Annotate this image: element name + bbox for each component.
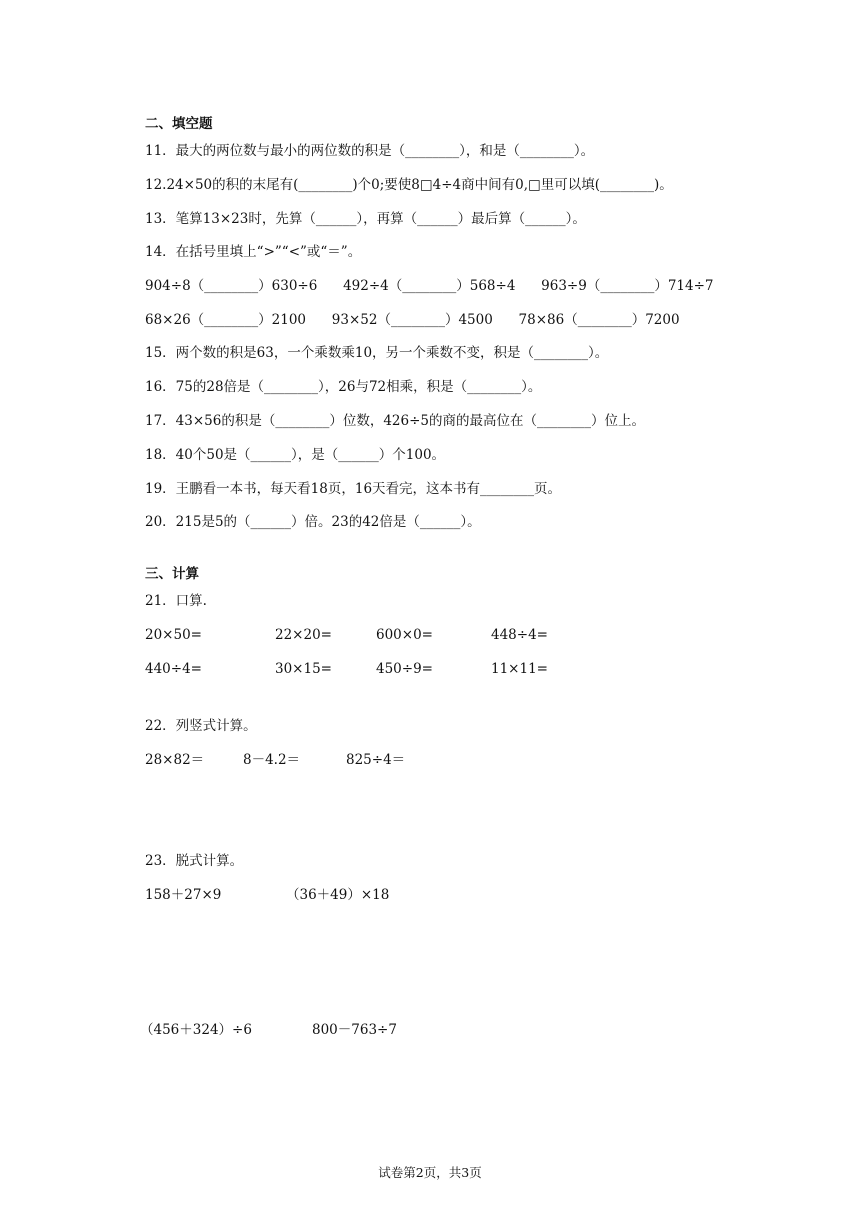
- question-18: 18．40个50是（______），是（______）个100。: [145, 447, 446, 463]
- oral-calc-item: 30×15=: [275, 661, 332, 677]
- vertical-calc-item: 28×82＝: [145, 752, 205, 768]
- step-calc-item: （456＋324）÷6: [140, 1022, 252, 1038]
- section-heading-calculation: 三、计算: [145, 566, 199, 582]
- question-21: 21．口算.: [145, 593, 207, 609]
- question-13: 13．笔算13×23时，先算（______），再算（______）最后算（______）。: [145, 211, 586, 227]
- vertical-calc-item: 8－4.2＝: [243, 752, 301, 768]
- question-20: 20．215是5的（______）倍。23的42倍是（______）。: [145, 514, 481, 530]
- oral-calc-item: 600×0=: [376, 627, 433, 643]
- question-14-row-2: 68×26（________）2100 93×52（________）4500 78×86（________）7200: [145, 312, 680, 328]
- step-calc-item: （36＋49）×18: [286, 887, 390, 903]
- oral-calc-item: 450÷9=: [376, 661, 433, 677]
- question-16: 16．75的28倍是（________），26与72相乘，积是（________）。: [145, 379, 542, 395]
- question-15: 15．两个数的积是63，一个乘数乘10，另一个乘数不变，积是（________）。: [145, 345, 609, 361]
- oral-calc-item: 22×20=: [275, 627, 332, 643]
- oral-calc-item: 440÷4=: [145, 661, 202, 677]
- oral-calc-item: 448÷4=: [491, 627, 548, 643]
- vertical-calc-item: 825÷4＝: [346, 752, 406, 768]
- question-14: 14．在括号里填上“>”“<”或“＝”。: [145, 244, 362, 260]
- question-22: 22．列竖式计算。: [145, 718, 257, 734]
- step-calc-item: 800－763÷7: [312, 1022, 397, 1038]
- question-14-row-1: 904÷8（________）630÷6 492÷4（________）568÷4 963÷9（________）714÷7: [145, 278, 714, 294]
- oral-calc-item: 20×50=: [145, 627, 202, 643]
- question-11: 11．最大的两位数与最小的两位数的积是（________），和是（________）。: [145, 143, 595, 159]
- step-calc-item: 158＋27×9: [145, 887, 222, 903]
- question-12: 12.24×50的积的末尾有(________)个0;要使8□4÷4商中间有0,□里可以填(________)。: [145, 177, 673, 193]
- section-heading-fill-blank: 二、填空题: [145, 116, 213, 132]
- page-footer: 试卷第2页，共3页: [378, 1165, 482, 1180]
- question-19: 19．王鹏看一本书，每天看18页，16天看完，这本书有________页。: [145, 481, 562, 497]
- question-23: 23．脱式计算。: [145, 853, 244, 869]
- question-17: 17．43×56的积是（________）位数，426÷5的商的最高位在（________）位上。: [145, 413, 646, 429]
- oral-calc-item: 11×11=: [491, 661, 548, 677]
